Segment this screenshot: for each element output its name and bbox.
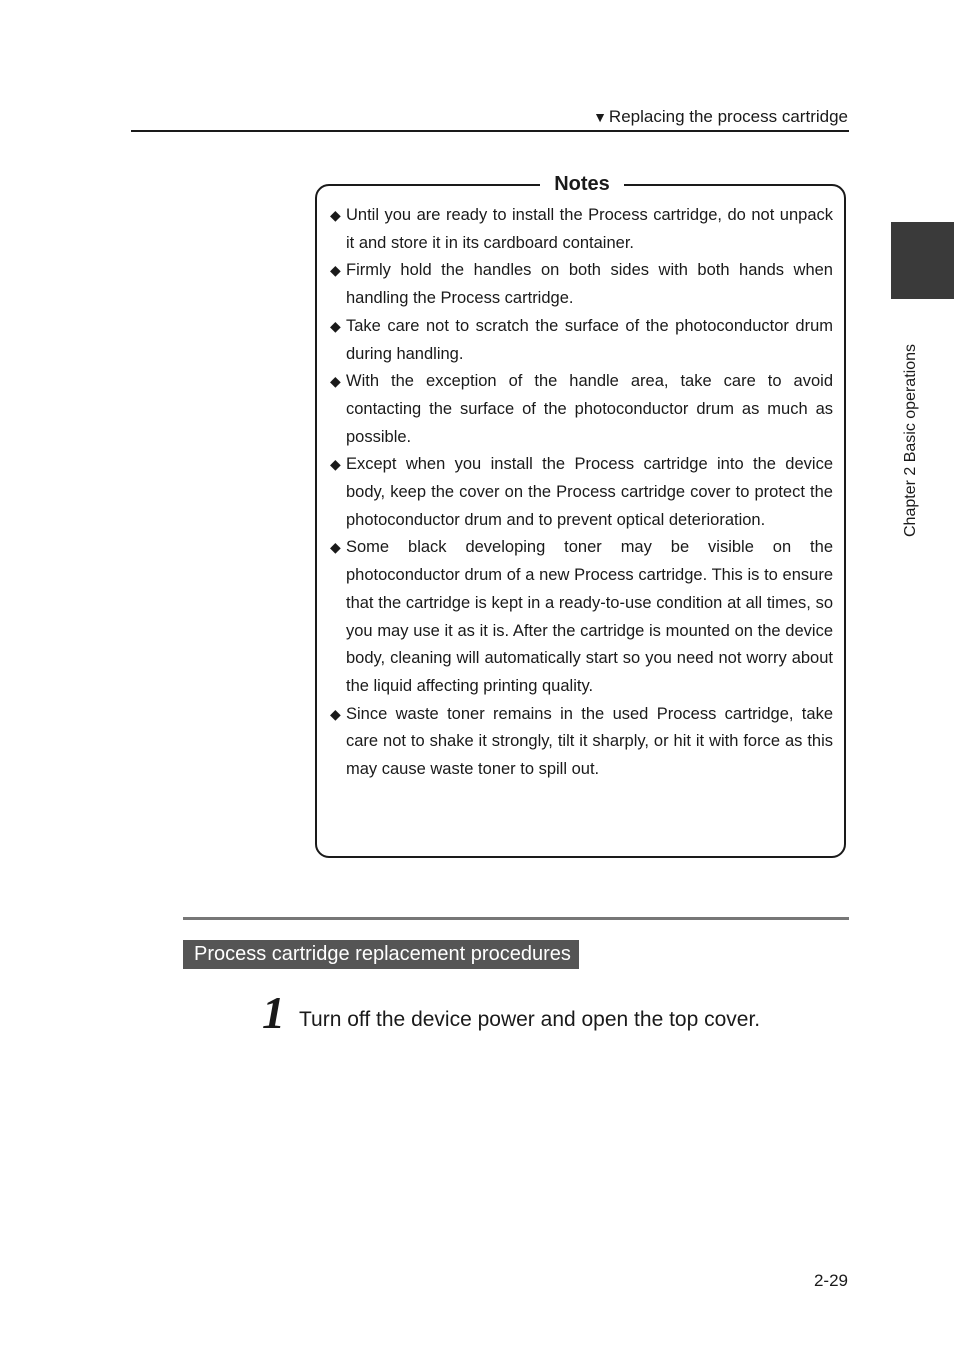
notes-list: [330, 202, 833, 784]
note-item: [330, 202, 833, 257]
note-text: With the exception of the handle area, take care to avoid contacting the surface of the photoconductor drum as much as possible.: [346, 372, 833, 446]
note-item: [330, 368, 833, 451]
step-number: 1: [262, 987, 285, 1038]
note-item: [330, 313, 833, 368]
chapter-tab: [891, 222, 954, 299]
diamond-bullet-icon: ◆: [330, 456, 341, 473]
note-text: Except when you install the Process cartridge into the device body, keep the cover on the Process cartridge cover to protect the photoconductor drum and to prevent optical deterioration.: [346, 455, 833, 529]
diamond-bullet-icon: ◆: [330, 373, 341, 390]
note-text: Firmly hold the handles on both sides with both hands when handling the Process cartridge.: [346, 261, 833, 308]
diamond-bullet-icon: ◆: [330, 705, 341, 722]
note-item: [330, 451, 833, 534]
diamond-bullet-icon: ◆: [330, 317, 341, 334]
notes-title: Notes: [540, 171, 624, 197]
note-text: Take care not to scratch the surface of the photoconductor drum during handling.: [346, 316, 833, 363]
note-text: Until you are ready to install the Process cartridge, do not unpack it and store it in its cardboard container.: [346, 206, 833, 252]
diamond-bullet-icon: ◆: [330, 539, 341, 556]
section-rule: [183, 917, 849, 920]
chapter-label: Chapter 2 Basic operations: [902, 344, 919, 537]
note-item: [330, 701, 833, 784]
diamond-bullet-icon: ◆: [330, 207, 341, 223]
page-number: 2-29: [813, 1271, 848, 1290]
note-text: Since waste toner remains in the used Process cartridge, take care not to shake it strongly, tilt it sharply, or hit it with force as this may cause waste toner to spill out.: [346, 704, 833, 779]
header-rule: [131, 130, 849, 132]
note-item: [330, 534, 833, 700]
triangle-down-icon: ▼: [593, 109, 607, 125]
running-header-title: Replacing the process cartridge: [608, 107, 848, 126]
section-heading: Process cartridge replacement procedures: [183, 940, 579, 969]
running-header: [593, 106, 848, 128]
note-text: Some black developing toner may be visible on the photoconductor drum of a new Process cartridge. This is to ensure that the cartridge is kept in a ready-to-use condition at all times, so you may use it as it is. After the cartridge is mounted on the device body, cleaning will automatically start so you need not worry about the liquid affecting printing quality.: [346, 538, 833, 695]
diamond-bullet-icon: ◆: [330, 262, 341, 279]
note-item: [330, 257, 833, 312]
step-text: Turn off the device power and open the top cover.: [299, 1008, 761, 1031]
